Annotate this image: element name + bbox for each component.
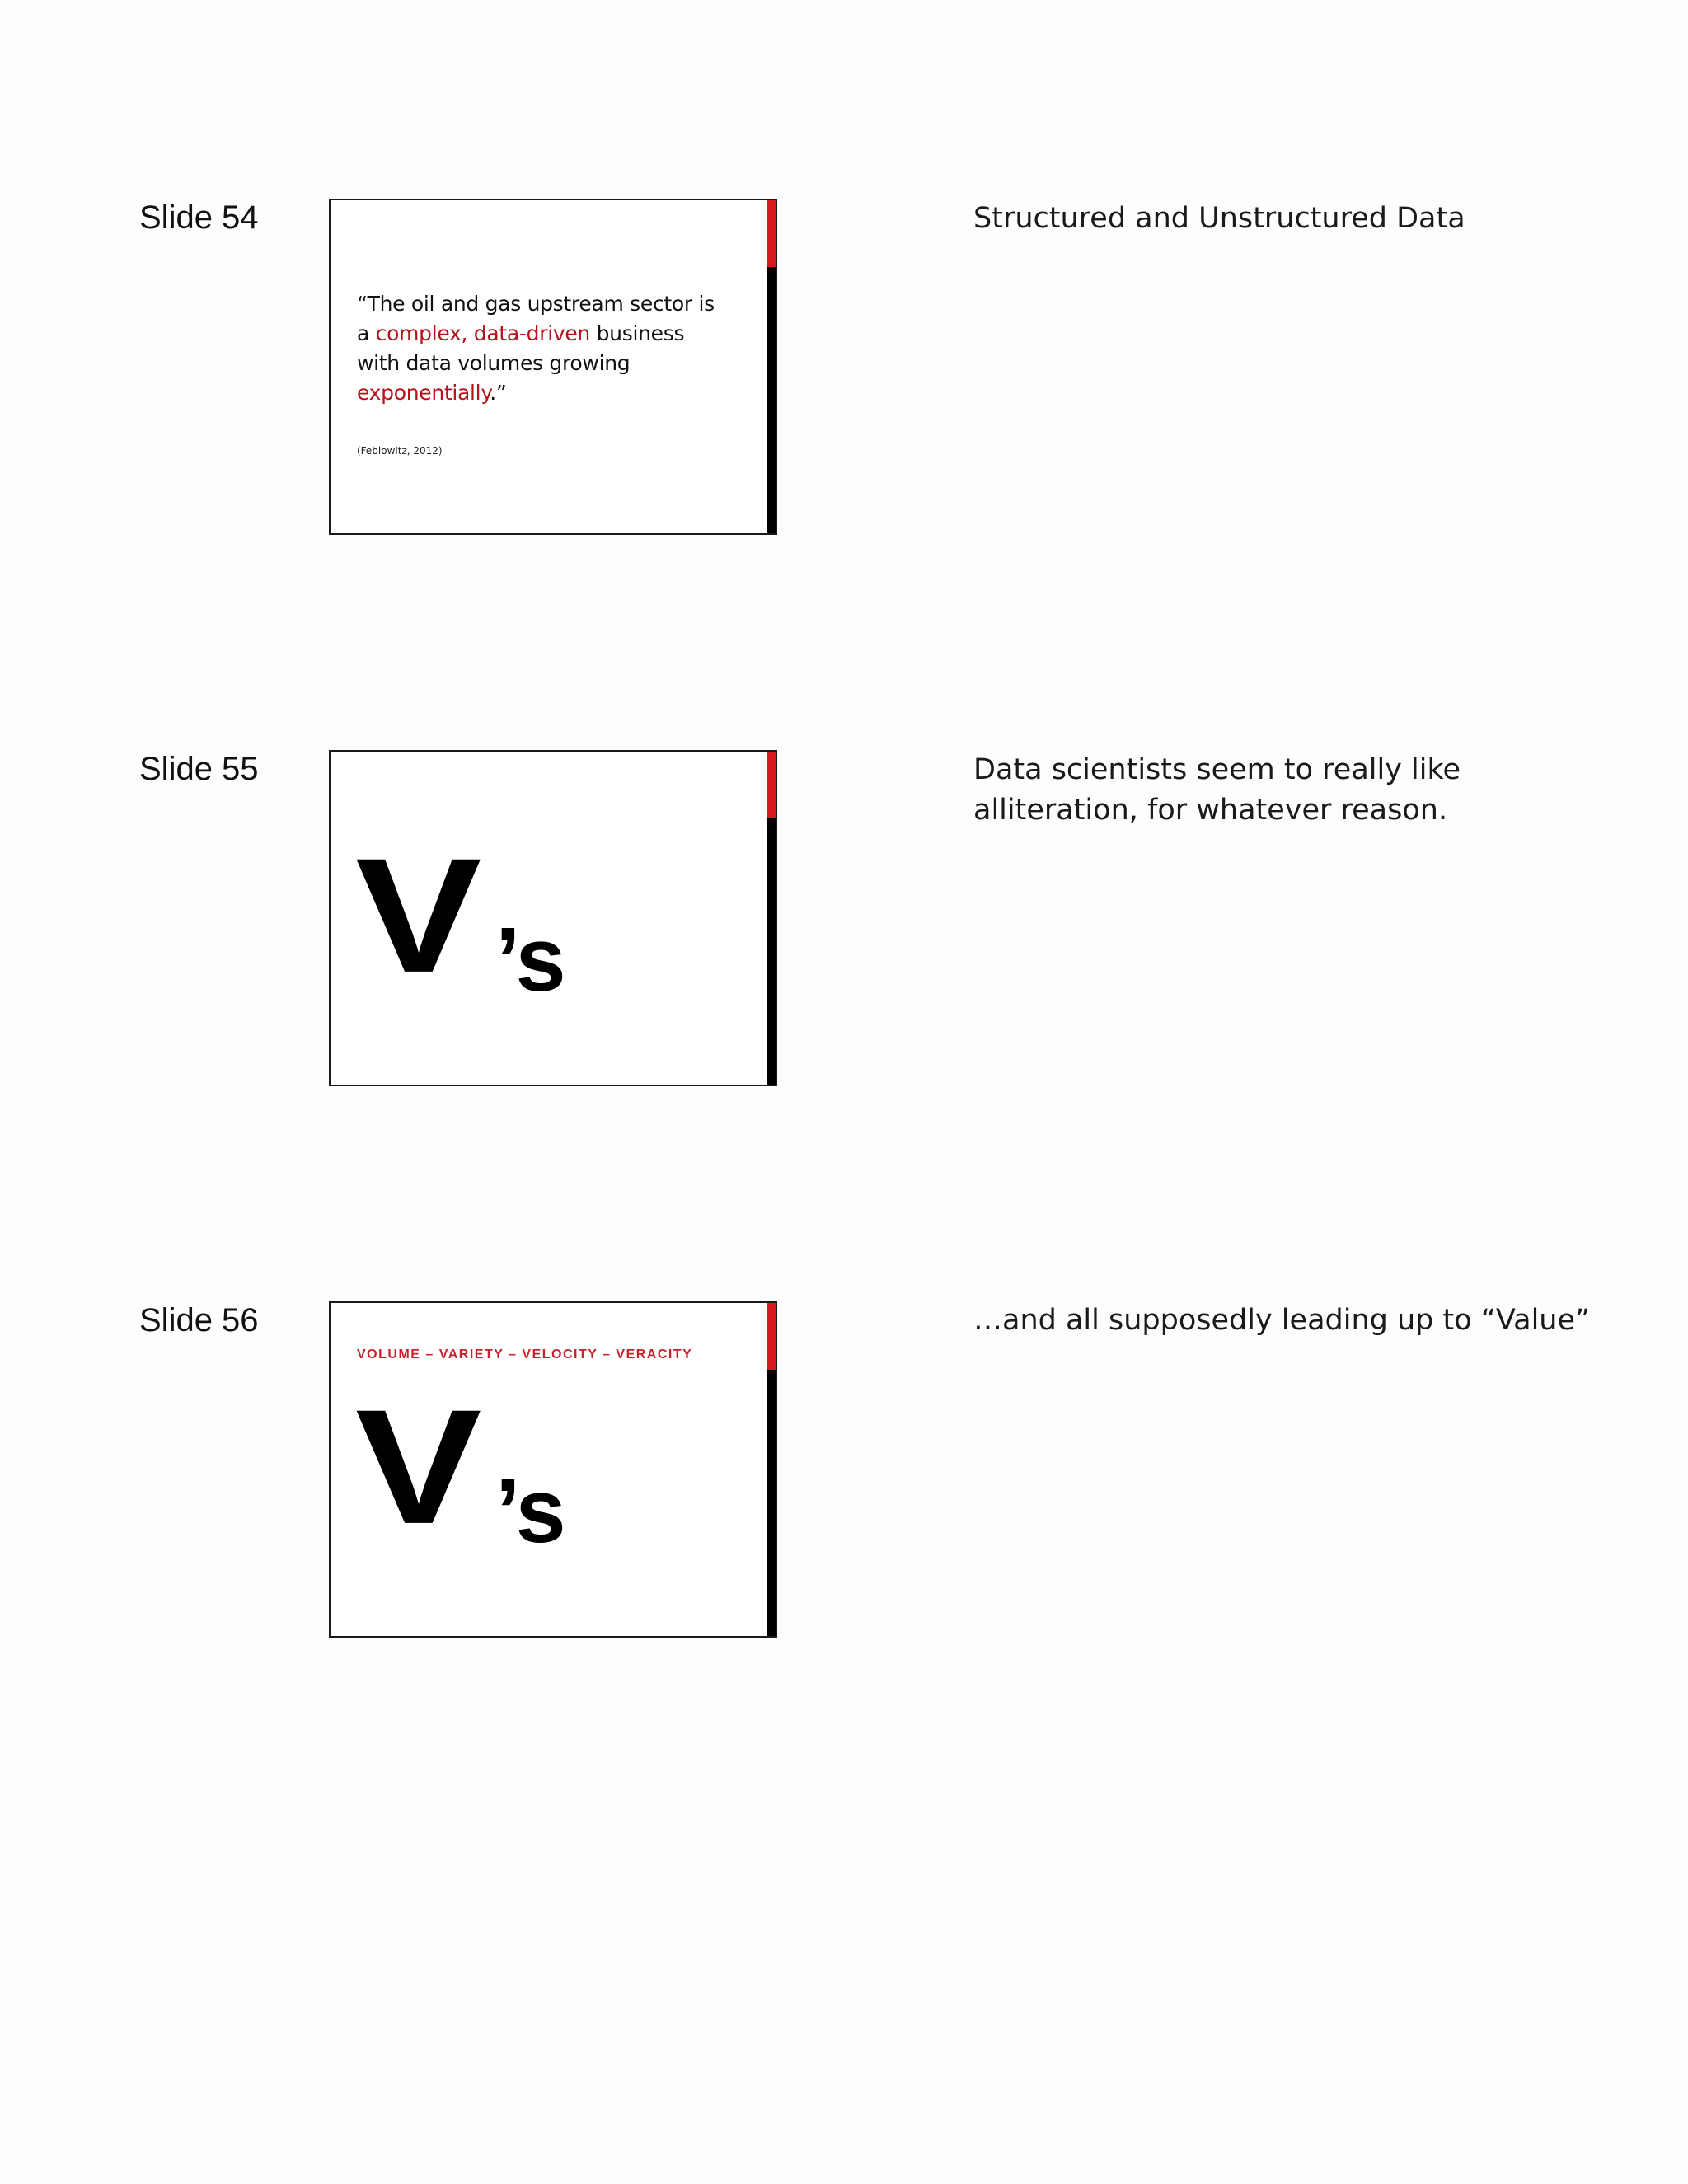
slide-55-note: Data scientists seem to really like alliteration, for whatever reason. xyxy=(973,753,1461,827)
slide-accent-bar xyxy=(767,200,776,267)
slide-56-note: …and all supposedly leading up to “Value” xyxy=(973,1304,1591,1337)
slide-55-label: Slide 55 xyxy=(139,751,259,787)
slide-accent-bar xyxy=(767,752,776,818)
slide-54-label: Slide 54 xyxy=(139,199,259,236)
slide-56-thumbnail xyxy=(329,1301,777,1638)
slide-54-thumbnail xyxy=(329,199,777,535)
slide-55-thumbnail xyxy=(329,750,777,1086)
slide-56-label: Slide 56 xyxy=(139,1302,259,1338)
slide-54-note: Structured and Unstructured Data xyxy=(973,202,1465,235)
quote-text-2: business with data volumes growing xyxy=(357,321,685,375)
slide-56-apostrophe-s: ’s xyxy=(495,1460,565,1562)
slide-accent-bar xyxy=(767,1303,776,1370)
quote-text-1: “The oil and gas upstream sector is a xyxy=(357,292,715,345)
quote-accent-1: complex, data-driven xyxy=(375,321,590,345)
slide-54-citation: (Feblowitz, 2012) xyxy=(357,445,443,457)
slide-55-apostrophe-s: ’s xyxy=(495,909,565,1010)
quote-text-3: .” xyxy=(490,381,507,405)
slide-55-big-v: V xyxy=(355,823,479,1006)
slide-54-quote xyxy=(357,289,720,408)
slide-56-big-v: V xyxy=(355,1375,479,1558)
slide-56-subtitle: VOLUME – VARIETY – VELOCITY – VERACITY xyxy=(357,1347,693,1361)
quote-accent-2: exponentially xyxy=(357,381,490,405)
